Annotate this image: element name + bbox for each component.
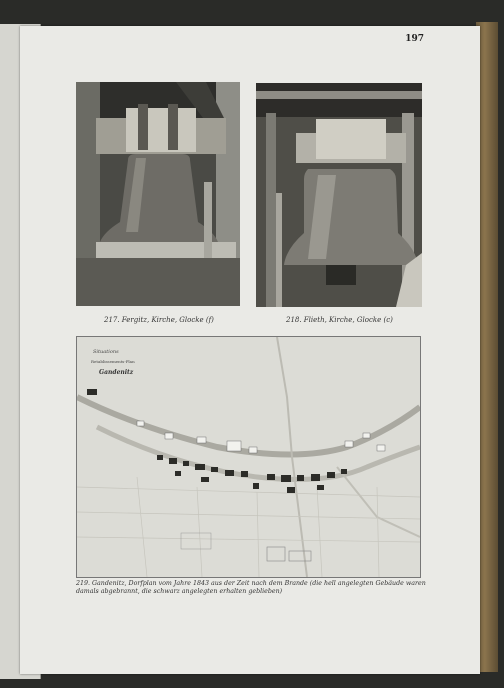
figure-217-caption: 217. Fergitz, Kirche, Glocke (f) xyxy=(104,316,214,324)
map-title-line3: Gandenitz xyxy=(99,369,134,376)
figure-218-caption: 218. Flieth, Kirche, Glocke (c) xyxy=(286,316,393,324)
figure-219-caption: 219. Gandenitz, Dorfplan vom Jahre 1843 aus der Zeit nach dem Brande (die hell angelegten Gebäude waren damals abgebrannt, die schwarz angelegten erhalten geblieben) xyxy=(76,580,426,595)
bell-photo-flieth xyxy=(256,83,422,307)
map-title-line2: Retablissements-Plan xyxy=(91,359,135,364)
village-plan-map xyxy=(76,336,421,578)
bell-photo-fergitz xyxy=(76,82,240,306)
map-title-line1: Situations xyxy=(93,349,119,355)
page-number: 197 xyxy=(405,34,424,44)
